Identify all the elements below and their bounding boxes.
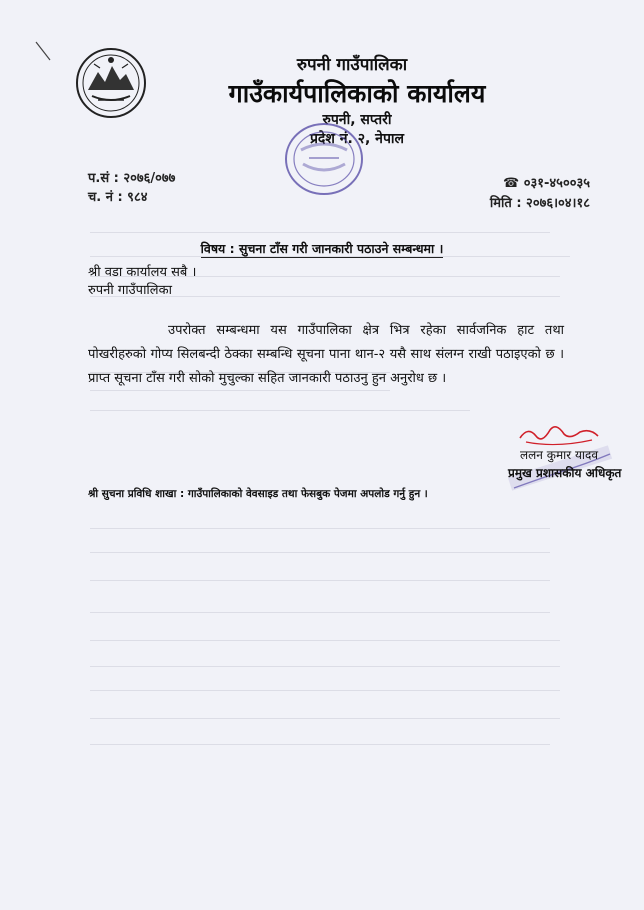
address-district: रुपनी, सप्तरी bbox=[322, 112, 392, 128]
signatory-name: ललन कुमार यादव bbox=[520, 448, 599, 462]
subject-text: विषय : सुचना टाँस गरी जानकारी पठाउने सम्बन्धमा । bbox=[200, 241, 444, 256]
dispatch-number: च. नं : ९८४ bbox=[88, 190, 148, 205]
letter-date: मिति : २०७६।०४।१८ bbox=[489, 196, 590, 211]
office-name: गाउँकार्यपालिकाको कार्यालय bbox=[228, 79, 486, 108]
cc-note: श्री सुचना प्रविधि शाखा : गाउँपालिकाको वेवसाइड तथा फेसबुक पेजमा अपलोड गर्नु हुन । bbox=[88, 488, 428, 500]
subject-line bbox=[0, 240, 644, 257]
office-round-stamp-icon bbox=[283, 120, 365, 198]
letter-body: उपरोक्त सम्बन्धमा यस गाउँपालिका क्षेत्र भित्र रहेका सार्वजनिक हाट तथा पोखरीहरुको गोप्य सिलबन्दी ठेक्का सम्बन्धि सूचना पाना थान-२ यसै साथ संलग्न राखी पठाइएको छ । प्राप्त सूचना टाँस गरी सोको मुचुल्का सहित जानकारी पठाउनु हुन अनुरोध छ । bbox=[88, 323, 564, 386]
signatory-title: प्रमुख प्रशासकीय अधिकृत bbox=[508, 466, 622, 480]
phone-number: ☎ ०३१-४५००३५ bbox=[503, 176, 590, 191]
addressee-line2: रुपनी गाउँपालिका bbox=[88, 283, 172, 298]
letter-number: प.सं : २०७६/०७७ bbox=[88, 171, 176, 186]
address-province: प्रदेश नं. २, नेपाल bbox=[309, 131, 405, 147]
addressee-line1: श्री वडा कार्यालय सबै । bbox=[88, 265, 197, 280]
municipality-name: रुपनी गाउँपालिका bbox=[296, 55, 408, 75]
